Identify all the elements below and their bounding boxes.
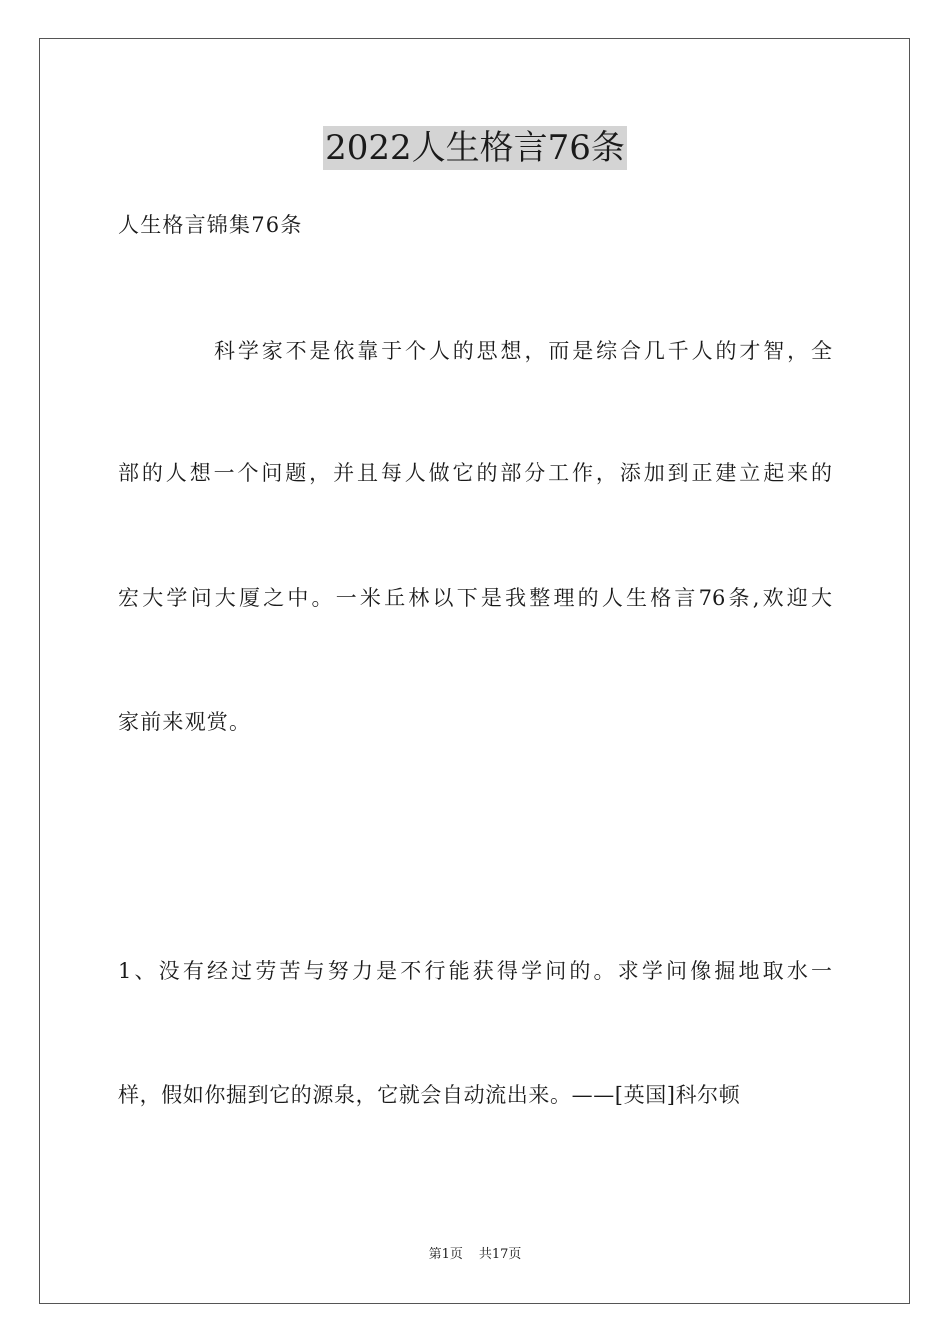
page-number: 第1页 xyxy=(428,1247,463,1262)
paragraph-line-1: 科学家不是依靠于个人的思想，而是综合几千人的才智，全 xyxy=(214,339,832,363)
page-total: 共17页 xyxy=(478,1247,522,1262)
document-title: 2022人生格言76条 xyxy=(325,128,625,168)
quote-1-line-1: 1、没有经过劳苦与努力是不行能获得学问的。求学问像掘地取水一 xyxy=(118,959,832,983)
paragraph-line-4: 家前来观赏。 xyxy=(118,710,252,734)
document-title-container xyxy=(0,126,950,170)
quote-1-line-2: 样，假如你掘到它的源泉，它就会自动流出来。——[英国]科尔顿 xyxy=(118,1083,741,1107)
page-footer xyxy=(0,1246,950,1264)
paragraph-line-2: 部的人想一个问题，并且每人做它的部分工作，添加到正建立起来的 xyxy=(118,461,832,485)
paragraph-line-3: 宏大学问大厦之中。一米丘林以下是我整理的人生格言76条,欢迎大 xyxy=(118,586,832,610)
document-subtitle: 人生格言锦集76条 xyxy=(118,213,303,237)
